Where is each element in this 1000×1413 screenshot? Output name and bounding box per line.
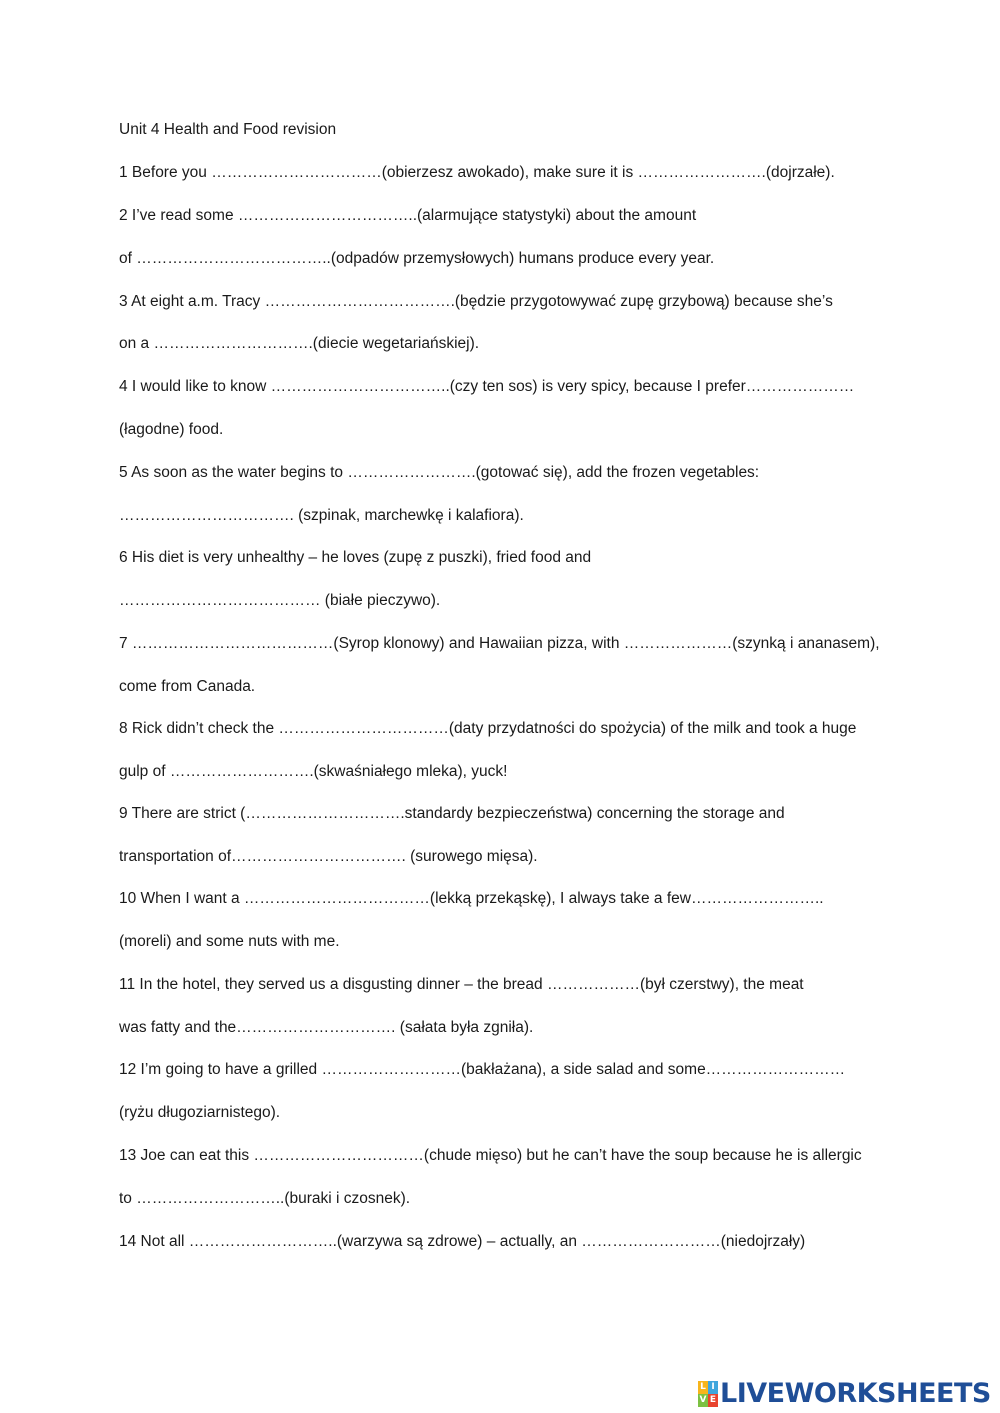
- exercise-line: 11 In the hotel, they served us a disgusting dinner – the bread ………………(był czerstwy), the meat: [119, 976, 804, 993]
- liveworksheets-logo-icon: L I V E: [699, 1382, 717, 1405]
- exercise-line: 13 Joe can eat this ……………………………(chude mięso) but he can’t have the soup because he is allergic: [119, 1147, 862, 1164]
- exercise-line: 5 As soon as the water begins to …………………….(gotować się), add the frozen vegetables:: [119, 464, 760, 481]
- exercise-line: 8 Rick didn’t check the ……………………………(daty przydatności do spożycia) of the milk and took a huge: [119, 720, 857, 737]
- exercise-line: (ryżu długoziarnistego).: [119, 1104, 281, 1121]
- exercise-line: was fatty and the…………………………. (sałata była zgniła).: [119, 1019, 534, 1036]
- exercise-line: of ………………………………..(odpadów przemysłowych) humans produce every year.: [119, 250, 715, 267]
- page-title: Unit 4 Health and Food revision: [119, 121, 337, 138]
- exercise-line: (łagodne) food.: [119, 421, 224, 438]
- exercise-line: (moreli) and some nuts with me.: [119, 933, 340, 950]
- liveworksheets-logo: [698, 1377, 991, 1411]
- exercise-line: 6 His diet is very unhealthy – he loves (zupę z puszki), fried food and: [119, 549, 592, 566]
- exercise-line: transportation of……………………………. (surowego mięsa).: [119, 848, 538, 865]
- exercise-line: 10 When I want a ………………………………(lekką przekąskę), I always take a few……………………..: [119, 890, 824, 907]
- exercise-line: come from Canada.: [119, 678, 256, 695]
- exercise-line: 1 Before you ……………………………(obierzesz awokado), make sure it is …………………….(dojrzałe).: [119, 164, 835, 181]
- exercise-line: 9 There are strict (………………………….standardy bezpieczeństwa) concerning the storage and: [119, 805, 785, 822]
- exercise-line: gulp of ……………………….(skwaśniałego mleka), yuck!: [119, 763, 508, 780]
- exercise-line: 2 I’ve read some ……………………………..(alarmujące statystyki) about the amount: [119, 207, 697, 224]
- exercise-line: on a ………………………….(diecie wegetariańskiej).: [119, 335, 480, 352]
- exercise-line: 3 At eight a.m. Tracy ……………………………….(będzie przygotowywać zupę grzybową) because she’s: [119, 293, 833, 310]
- exercise-line: 12 I’m going to have a grilled ………………………(bakłażana), a side salad and some………………………: [119, 1061, 846, 1078]
- exercise-line: ………………………………… (białe pieczywo).: [119, 592, 441, 609]
- exercise-line: 14 Not all ………………………..(warzywa są zdrowe) – actually, an ………………………(niedojrzały): [119, 1233, 806, 1250]
- exercise-line: to ………………………..(buraki i czosnek).: [119, 1190, 411, 1207]
- liveworksheets-logo-text: LIVEWORKSHEETS: [720, 1378, 991, 1409]
- exercise-line: ……………………………. (szpinak, marchewkę i kalafiora).: [119, 507, 524, 524]
- exercise-line: 4 I would like to know ……………………………..(czy ten sos) is very spicy, because I prefer…………………: [119, 378, 855, 395]
- exercise-line: 7 …………………………………(Syrop klonowy) and Hawaiian pizza, with …………………(szynką i ananasem),: [119, 635, 880, 652]
